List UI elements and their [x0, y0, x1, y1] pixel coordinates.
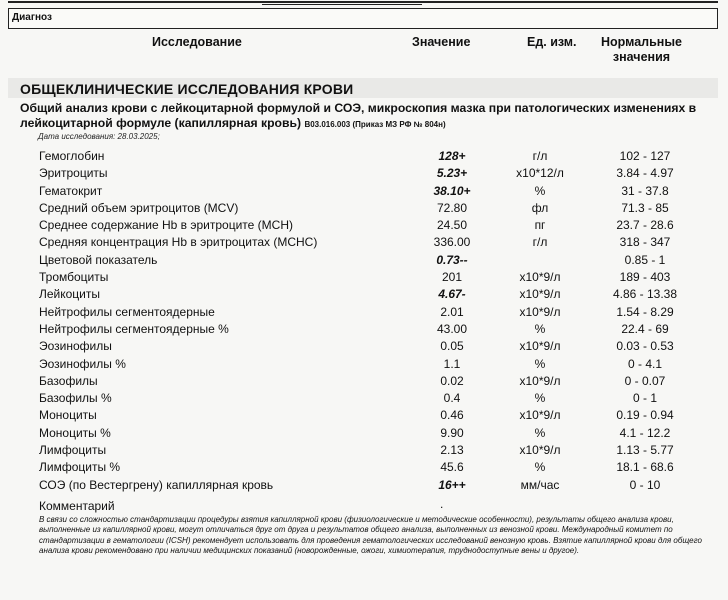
table-row — [0, 477, 728, 494]
comment-label: Комментарий — [39, 499, 115, 513]
section-title: ОБЩЕКЛИНИЧЕСКИЕ ИССЛЕДОВАНИЯ КРОВИ — [20, 81, 354, 97]
result-value: 1.1 — [443, 356, 461, 371]
result-norm: 0 - 1 — [632, 391, 657, 406]
result-name: Средний объем эритроцитов (MCV) — [39, 200, 239, 215]
top-table-fragment — [262, 0, 422, 5]
table-row — [0, 338, 728, 355]
table-row — [0, 407, 728, 424]
result-unit: x10*9/л — [519, 443, 561, 458]
result-norm: 102 - 127 — [619, 149, 671, 163]
comment-value: . — [440, 497, 444, 511]
table-row — [0, 321, 728, 338]
result-norm: 0 - 0.07 — [624, 373, 666, 388]
result-value: 0.46 — [440, 408, 464, 423]
table-row — [0, 425, 728, 442]
table-row — [0, 148, 728, 165]
result-unit: % — [534, 460, 546, 475]
result-value: 9.90 — [440, 425, 464, 440]
result-norm: 23.7 - 28.6 — [616, 218, 674, 233]
table-row — [0, 200, 728, 217]
table-row — [0, 304, 728, 321]
diagnosis-label: Диагноз — [12, 12, 52, 23]
result-norm: 1.13 - 5.77 — [616, 443, 674, 458]
result-name: Цветовой показатель — [39, 252, 158, 267]
test-title-text: Общий анализ крови с лейкоцитарной формулой и СОЭ, микроскопия мазка при патологических изменениях в лейкоцитарной формуле (капиллярная кровь) — [20, 101, 697, 130]
result-value: 5.23+ — [436, 166, 468, 181]
result-value: 45.6 — [440, 460, 464, 475]
result-name: Эозинофилы — [39, 339, 112, 354]
result-unit: x10*12/л — [516, 166, 564, 181]
table-row — [0, 356, 728, 373]
result-norm: 1.54 - 8.29 — [616, 304, 674, 319]
header-unit: Ед. изм. — [527, 35, 577, 49]
result-value: 16++ — [438, 477, 466, 492]
table-row — [0, 183, 728, 200]
result-name: Гематокрит — [39, 183, 103, 198]
result-name: Лейкоциты — [39, 287, 101, 302]
result-unit: г/л — [532, 149, 548, 163]
result-name: СОЭ (по Вестергрену) капиллярная кровь — [39, 477, 274, 492]
result-name: Лимфоциты % — [39, 460, 121, 475]
result-name: Тромбоциты — [39, 270, 109, 285]
result-name: Лимфоциты — [39, 443, 107, 458]
result-name: Нейтрофилы сегментоядерные — [39, 304, 215, 319]
header-norm-line1: Нормальные — [601, 35, 682, 49]
result-unit: г/л — [532, 235, 548, 250]
test-title — [20, 101, 710, 132]
result-value: 2.01 — [440, 304, 464, 319]
result-unit: x10*9/л — [519, 373, 561, 388]
result-unit: % — [534, 356, 546, 371]
test-date: Дата исследования: 28.03.2025; — [38, 132, 160, 141]
result-norm: 189 - 403 — [619, 270, 671, 285]
result-norm: 0.03 - 0.53 — [616, 339, 674, 354]
header-norm — [601, 35, 682, 65]
table-row — [0, 217, 728, 234]
result-value: 336.00 — [433, 235, 471, 250]
header-value: Значение — [412, 35, 471, 49]
result-norm: 0 - 4.1 — [627, 356, 663, 371]
footnote: В связи со сложностью стандартизации процедуры взятия капиллярной крови (физиологические и методические особенности), результаты общего анализа крови, выполненные из капиллярной крови, могут отличаться друг от друга и результатов общего анализа, выполненных из венозной крови. Международный комитет по стандартизации в гематологии (ICSH) рекомендует использовать для проведения гематологических исследований венозную кровь. Взятие капиллярной крови для общего анализа крови рекомендовано при наличии медицинских показаний (новорожденные, ожоги, химиотерапия, труднодоступные вены и другое). — [39, 515, 702, 556]
table-row — [0, 269, 728, 286]
results-table — [0, 148, 728, 494]
table-row — [0, 252, 728, 269]
result-norm: 3.84 - 4.97 — [616, 166, 674, 181]
table-row — [0, 286, 728, 303]
result-name: Моноциты — [39, 408, 97, 423]
result-value: 201 — [441, 270, 463, 285]
result-unit: фл — [531, 200, 549, 215]
result-value: 0.02 — [440, 373, 464, 388]
result-norm: 0.85 - 1 — [624, 252, 666, 267]
result-name: Гемоглобин — [39, 149, 105, 163]
table-row — [0, 390, 728, 407]
table-row — [0, 234, 728, 251]
result-name: Среднее содержание Hb в эритроците (MCH) — [39, 218, 293, 233]
result-unit: % — [534, 321, 546, 336]
table-row — [0, 442, 728, 459]
result-unit: x10*9/л — [519, 339, 561, 354]
result-unit: x10*9/л — [519, 304, 561, 319]
test-code: B03.016.003 (Приказ МЗ РФ № 804н) — [304, 120, 446, 129]
table-row — [0, 373, 728, 390]
result-name: Базофилы — [39, 373, 98, 388]
result-unit: % — [534, 391, 546, 406]
result-value: 0.05 — [440, 339, 464, 354]
result-value: 24.50 — [436, 218, 468, 233]
table-row — [0, 165, 728, 182]
result-norm: 31 - 37.8 — [621, 183, 669, 198]
result-name: Моноциты % — [39, 425, 111, 440]
result-norm: 18.1 - 68.6 — [616, 460, 674, 475]
result-norm: 4.86 - 13.38 — [612, 287, 678, 302]
result-value: 38.10+ — [433, 183, 471, 198]
result-unit: % — [534, 183, 546, 198]
header-test: Исследование — [152, 35, 242, 49]
result-norm: 0 - 10 — [629, 477, 661, 492]
result-norm: 318 - 347 — [619, 235, 671, 250]
result-norm: 22.4 - 69 — [621, 321, 669, 336]
diagnosis-box — [8, 8, 718, 29]
result-name: Базофилы % — [39, 391, 112, 406]
result-value: 72.80 — [436, 200, 468, 215]
result-value: 43.00 — [436, 321, 468, 336]
result-value: 4.67- — [438, 287, 466, 302]
result-norm: 71.3 - 85 — [621, 200, 669, 215]
result-name: Эозинофилы % — [39, 356, 126, 371]
table-row — [0, 459, 728, 476]
result-value: 0.73-- — [436, 252, 468, 267]
header-norm-line2: значения — [612, 50, 671, 64]
result-norm: 0.19 - 0.94 — [616, 408, 674, 423]
result-name: Средняя концентрация Hb в эритроцитах (MCHC) — [39, 235, 318, 250]
result-value: 0.4 — [443, 391, 461, 406]
result-unit: x10*9/л — [519, 287, 561, 302]
result-value: 2.13 — [440, 443, 464, 458]
result-norm: 4.1 - 12.2 — [619, 425, 671, 440]
result-unit: x10*9/л — [519, 408, 561, 423]
result-name: Эритроциты — [39, 166, 108, 181]
result-name: Нейтрофилы сегментоядерные % — [39, 321, 229, 336]
result-unit: % — [534, 425, 546, 440]
result-unit: x10*9/л — [519, 270, 561, 285]
result-value: 128+ — [438, 149, 466, 163]
result-unit: пг — [534, 218, 546, 233]
result-unit: мм/час — [520, 477, 560, 492]
